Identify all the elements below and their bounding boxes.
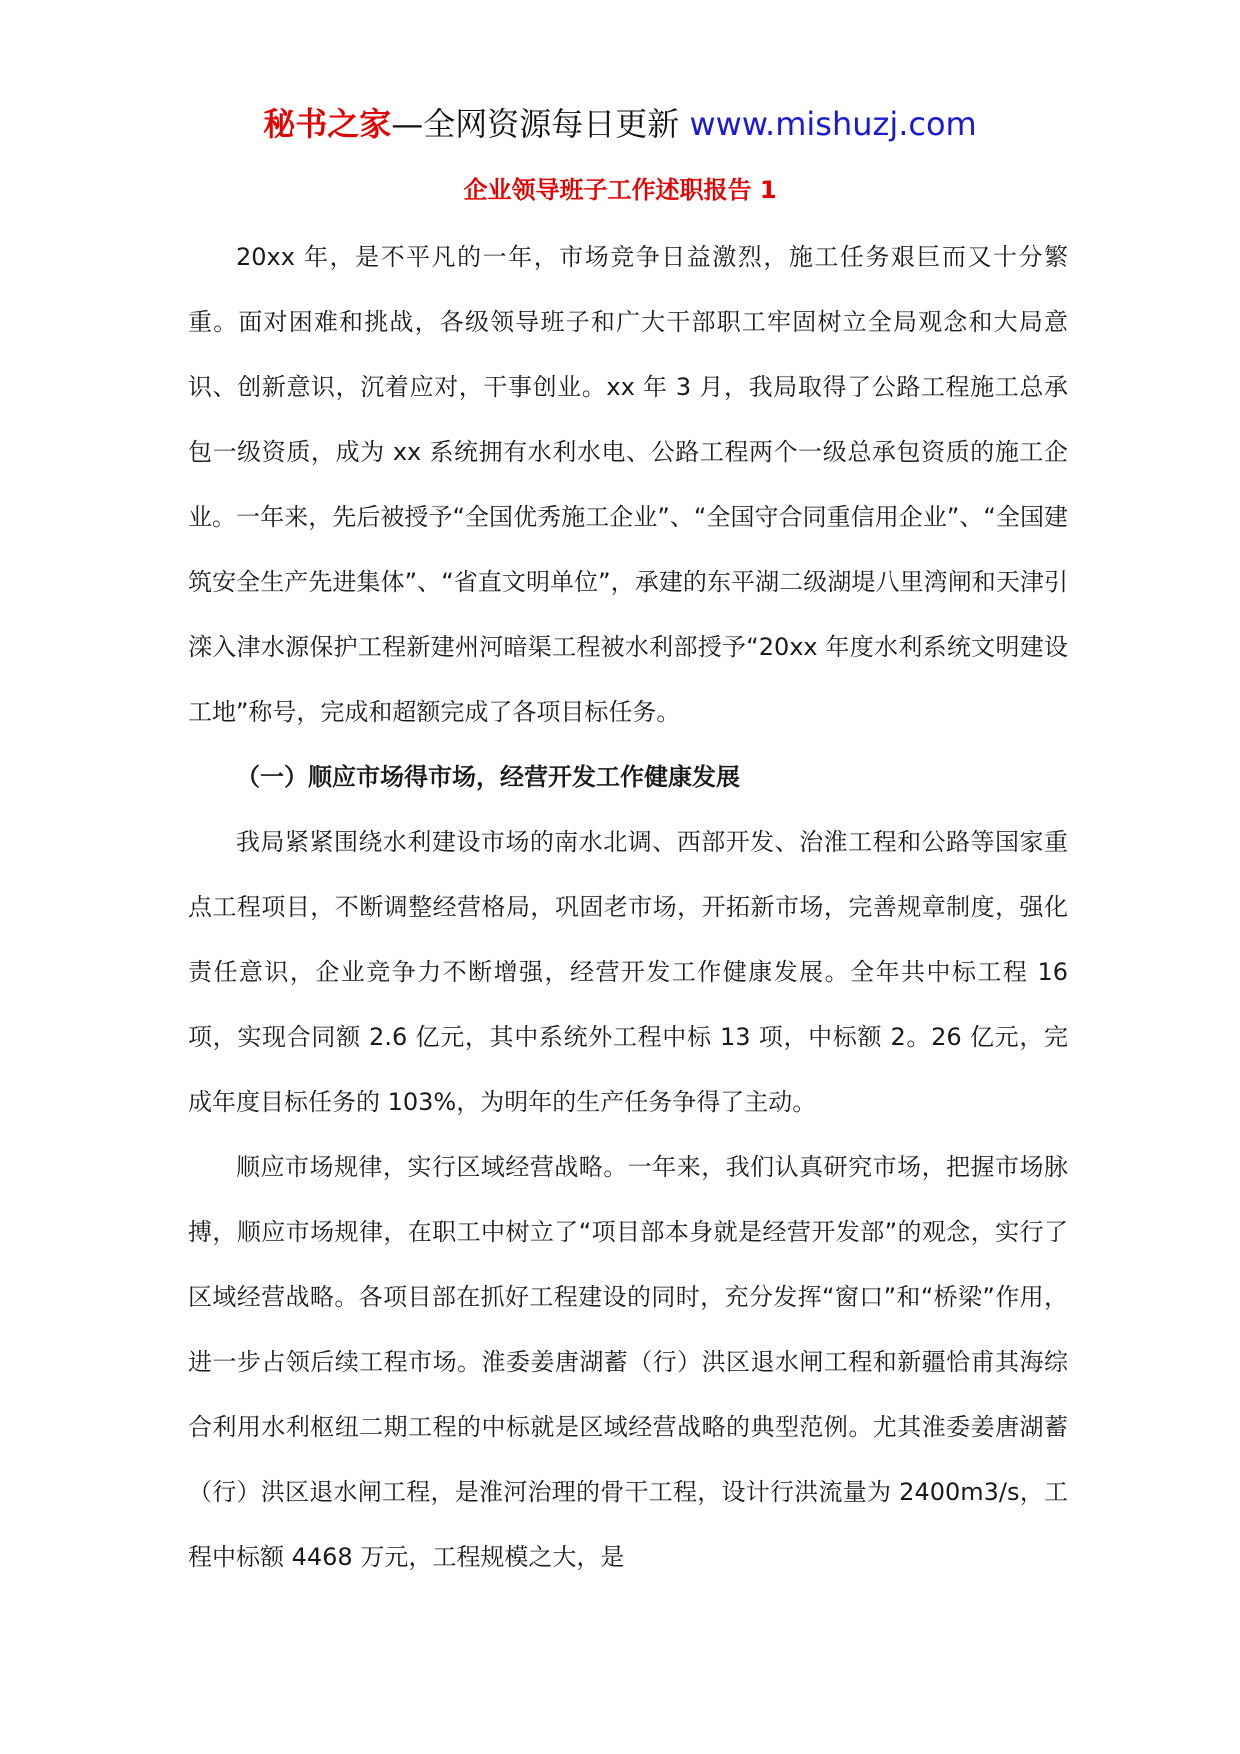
section-heading: （一）顺应市场得市场，经营开发工作健康发展 xyxy=(236,763,740,791)
site-url-link[interactable]: www.mishuzj.com xyxy=(689,105,977,143)
document-body xyxy=(188,225,1068,1590)
site-header xyxy=(0,100,1240,148)
intro-paragraph: 20xx 年，是不平凡的一年，市场竞争日益激烈，施工任务艰巨而又十分繁重。面对困难和挑战，各级领导班子和广大干部职工牢固树立全局观念和大局意识、创新意识，沉着应对，干事创业。xx 年 3 月，我局取得了公路工程施工总承包一级资质，成为 xx 系统拥有水利水电、公路工程两个一级总承包资质的施工企业。一年来，先后被授予“全国优秀施工企业”、“全国守合同重信用企业”、“全国建筑安全生产先进集体”、“省直文明单位”，承建的东平湖二级湖堤八里湾闸和天津引滦入津水源保护工程新建州河暗渠工程被水利部授予“20xx 年度水利系统文明建设工地”称号，完成和超额完成了各项目标任务。 xyxy=(188,243,1068,726)
site-tagline: —全网资源每日更新 xyxy=(391,105,690,143)
section-paragraph: 我局紧紧围绕水利建设市场的南水北调、西部开发、治淮工程和公路等国家重点工程项目，不断调整经营格局，巩固老市场，开拓新市场，完善规章制度，强化责任意识，企业竞争力不断增强，经营开发工作健康发展。全年共中标工程 16 项，实现合同额 2.6 亿元，其中系统外工程中标 13 项，中标额 2。26 亿元，完成年度目标任务的 103%，为明年的生产任务争得了主动。 xyxy=(188,828,1068,1116)
section-paragraph: 顺应市场规律，实行区域经营战略。一年来，我们认真研究市场，把握市场脉搏，顺应市场规律，在职工中树立了“项目部本身就是经营开发部”的观念，实行了区域经营战略。各项目部在抓好工程建设的同时，充分发挥“窗口”和“桥梁”作用，进一步占领后续工程市场。淮委姜唐湖蓄（行）洪区退水闸工程和新疆恰甫其海综合利用水利枢纽二期工程的中标就是区域经营战略的典型范例。尤其淮委姜唐湖蓄（行）洪区退水闸工程，是淮河治理的骨干工程，设计行洪流量为 2400m3/s，工程中标额 4468 万元，工程规模之大，是 xyxy=(188,1153,1068,1571)
document-title: 企业领导班子工作述职报告 1 xyxy=(463,176,777,204)
site-name: 秘书之家 xyxy=(263,105,392,143)
